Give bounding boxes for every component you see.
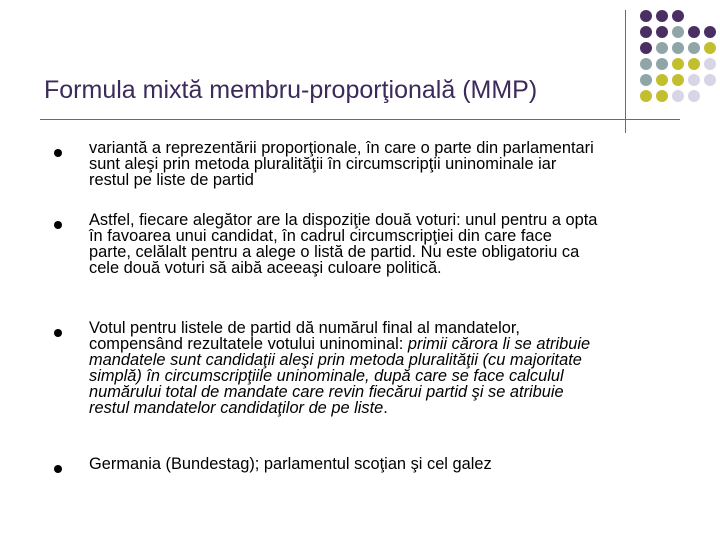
decor-dot	[656, 90, 668, 102]
bullet-text-line: Votul pentru listele de partid dă numărul final al mandatelor,	[89, 319, 520, 337]
decor-dot	[704, 58, 716, 70]
bullet-text-line: cele două voturi să aibă aceeaşi culoare politică.	[89, 259, 442, 277]
bullet-item	[89, 320, 679, 416]
decorative-dot-grid	[640, 10, 720, 110]
bullet-marker	[54, 221, 62, 229]
decor-dot	[704, 74, 716, 86]
decor-dot	[656, 26, 668, 38]
decor-dot	[640, 26, 652, 38]
bullet-marker	[54, 465, 62, 473]
bullet-item	[89, 456, 679, 472]
decor-dot	[704, 26, 716, 38]
decor-dot	[656, 58, 668, 70]
bullet-text-line: parte, celălalt pentru a alege o listă de partid. Nu este obligatoriu ca	[89, 243, 580, 261]
decor-dot	[672, 42, 684, 54]
slide-title: Formula mixtă membru-proporţională (MMP)	[44, 76, 538, 104]
bullet-marker	[54, 149, 62, 157]
bullet-text-line	[89, 400, 679, 416]
title-divider	[40, 119, 680, 120]
bullet-marker	[54, 329, 62, 337]
bullet-text-line	[89, 336, 679, 352]
bullet-item	[89, 140, 679, 188]
bullet-text-line: restul pe liste de partid	[89, 171, 254, 189]
bullet-text-line: variantă a reprezentării proporţionale, în care o parte din parlamentari	[89, 139, 594, 157]
bullet-text-line: mandatele sunt candidaţii aleşi prin metoda pluralităţii (cu majoritate	[89, 351, 582, 369]
bullet-text-normal: .	[383, 399, 388, 417]
decor-dot	[672, 74, 684, 86]
decor-dot	[672, 90, 684, 102]
decor-dot	[640, 10, 652, 22]
bullet-text-italic: restul mandatelor candidaţilor de pe liste	[89, 399, 384, 417]
decor-dot	[688, 74, 700, 86]
bullet-text-line: simplă) în circumscripţiile uninominale, după care se face calculul	[89, 367, 564, 385]
bullet-text-line: numărului total de mandate care revin fiecărui partid şi se atribuie	[89, 383, 564, 401]
decor-dot	[704, 42, 716, 54]
decor-dot	[656, 10, 668, 22]
decor-dot	[640, 58, 652, 70]
decor-dot	[688, 90, 700, 102]
bullet-text-italic: primii cărora li se atribuie	[407, 335, 591, 353]
decor-dot	[640, 42, 652, 54]
bullet-text-normal: compensând rezultatele votului uninominal:	[89, 335, 408, 353]
bullet-text-line: în favoarea unui candidat, în cadrul circumscripţiei din care face	[89, 227, 552, 245]
corner-divider	[625, 10, 626, 133]
decor-dot	[672, 58, 684, 70]
decor-dot	[656, 74, 668, 86]
decor-dot	[640, 90, 652, 102]
bullet-text-line: Germania (Bundestag); parlamentul scoţian şi cel galez	[89, 455, 492, 473]
decor-dot	[672, 10, 684, 22]
decor-dot	[640, 74, 652, 86]
bullet-text-line: sunt aleşi prin metoda pluralităţii în circumscripţii uninominale iar	[89, 155, 557, 173]
bullet-item	[89, 212, 679, 276]
decor-dot	[656, 42, 668, 54]
decor-dot	[688, 42, 700, 54]
bullet-text-line: Astfel, fiecare alegător are la dispoziţie două voturi: unul pentru a opta	[89, 211, 598, 229]
decor-dot	[688, 58, 700, 70]
decor-dot	[672, 26, 684, 38]
decor-dot	[688, 26, 700, 38]
